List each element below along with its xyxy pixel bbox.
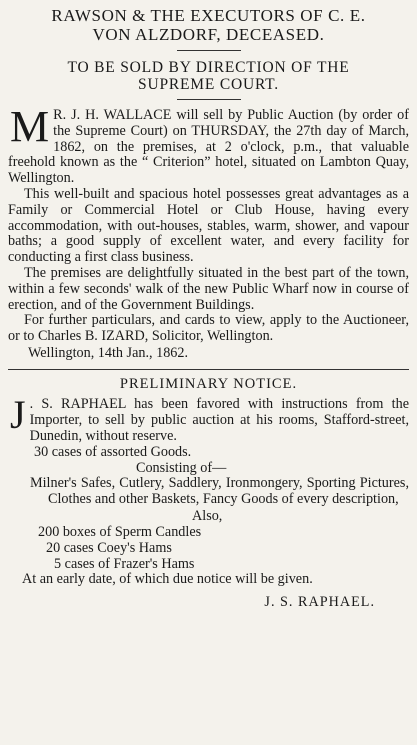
notice-item-candles: 200 boxes of Sperm Candles — [38, 523, 202, 540]
title-divider — [177, 50, 241, 51]
advert-title-line2: VON ALZDORF, DECEASED. — [92, 25, 325, 44]
notice-title: PRELIMINARY NOTICE. — [119, 375, 298, 392]
notice-item-frazers-hams: 5 cases of Frazer's Hams — [54, 555, 195, 572]
notice-also: Also, — [192, 507, 223, 524]
advert-separator — [8, 369, 409, 370]
notice-intro-text: . S. RAPHAEL has been favored with instructions from the Importer, to sell by public auction at his rooms, Stafford-street, Dunedin, without reserve. — [29, 395, 409, 444]
notice-consisting: Consisting of— — [136, 460, 227, 477]
notice-signature: J. S. RAPHAEL. — [264, 593, 375, 610]
notice-item-coeys-hams: 20 cases Coey's Hams — [46, 539, 172, 556]
sale-paragraph-2: This well-built and spacious hotel possesses great advantages as a Family or Commercial Hotel or Club House, having every accommodation, with out-houses, stables, warm, shower, and vapour baths; a good supply of excellent water, and every facility for conducting a first class business. — [8, 185, 409, 266]
sale-paragraph-4: For further particulars, and cards to view, apply to the Auctioneer, or to Charles B. IZARD, Solicitor, Wellington. — [8, 312, 409, 345]
notice-goods-list: Milner's Safes, Cutlery, Saddlery, Ironmongery, Sporting Pictures, Clothes and other Baskets, Fancy Goods of every description, — [30, 475, 409, 508]
advert-preliminary-notice — [8, 376, 409, 610]
notice-closing: At an early date, of which due notice will be given. — [22, 570, 313, 587]
advert-hotel-sale — [8, 6, 409, 361]
sale-paragraph-3: The premises are delightfully situated in the best part of the town, within a few seconds' walk of the new Public Wharf now in course of erection, and of the Government Buildings. — [8, 264, 409, 313]
notice-intro — [8, 391, 409, 444]
sale-paragraph-1-text: R. J. H. WALLACE will sell by Public Auction (by order of the Supreme Court) on THURSDAY, the 27th day of March, 1862, on the premises, at 2 o'clock, p.m., that valuable freehold known as the “ Criterion” hotel, situated on Lambton Quay, Wellington. — [8, 107, 409, 187]
advert-subtitle-line1: TO BE SOLD BY DIRECTION OF THE — [67, 59, 350, 76]
sale-paragraph-1 — [8, 102, 409, 187]
notice-item-goods: 30 cases of assorted Goods. — [34, 444, 192, 461]
drop-cap-j: J — [10, 391, 26, 437]
drop-cap-m: M — [10, 102, 50, 151]
advert-subtitle-line2: SUPREME COURT. — [138, 76, 279, 93]
subtitle-divider — [177, 99, 241, 100]
advert-title-line1: RAWSON & THE EXECUTORS OF C. E. — [51, 6, 366, 25]
sale-dateline: Wellington, 14th Jan., 1862. — [28, 344, 189, 361]
